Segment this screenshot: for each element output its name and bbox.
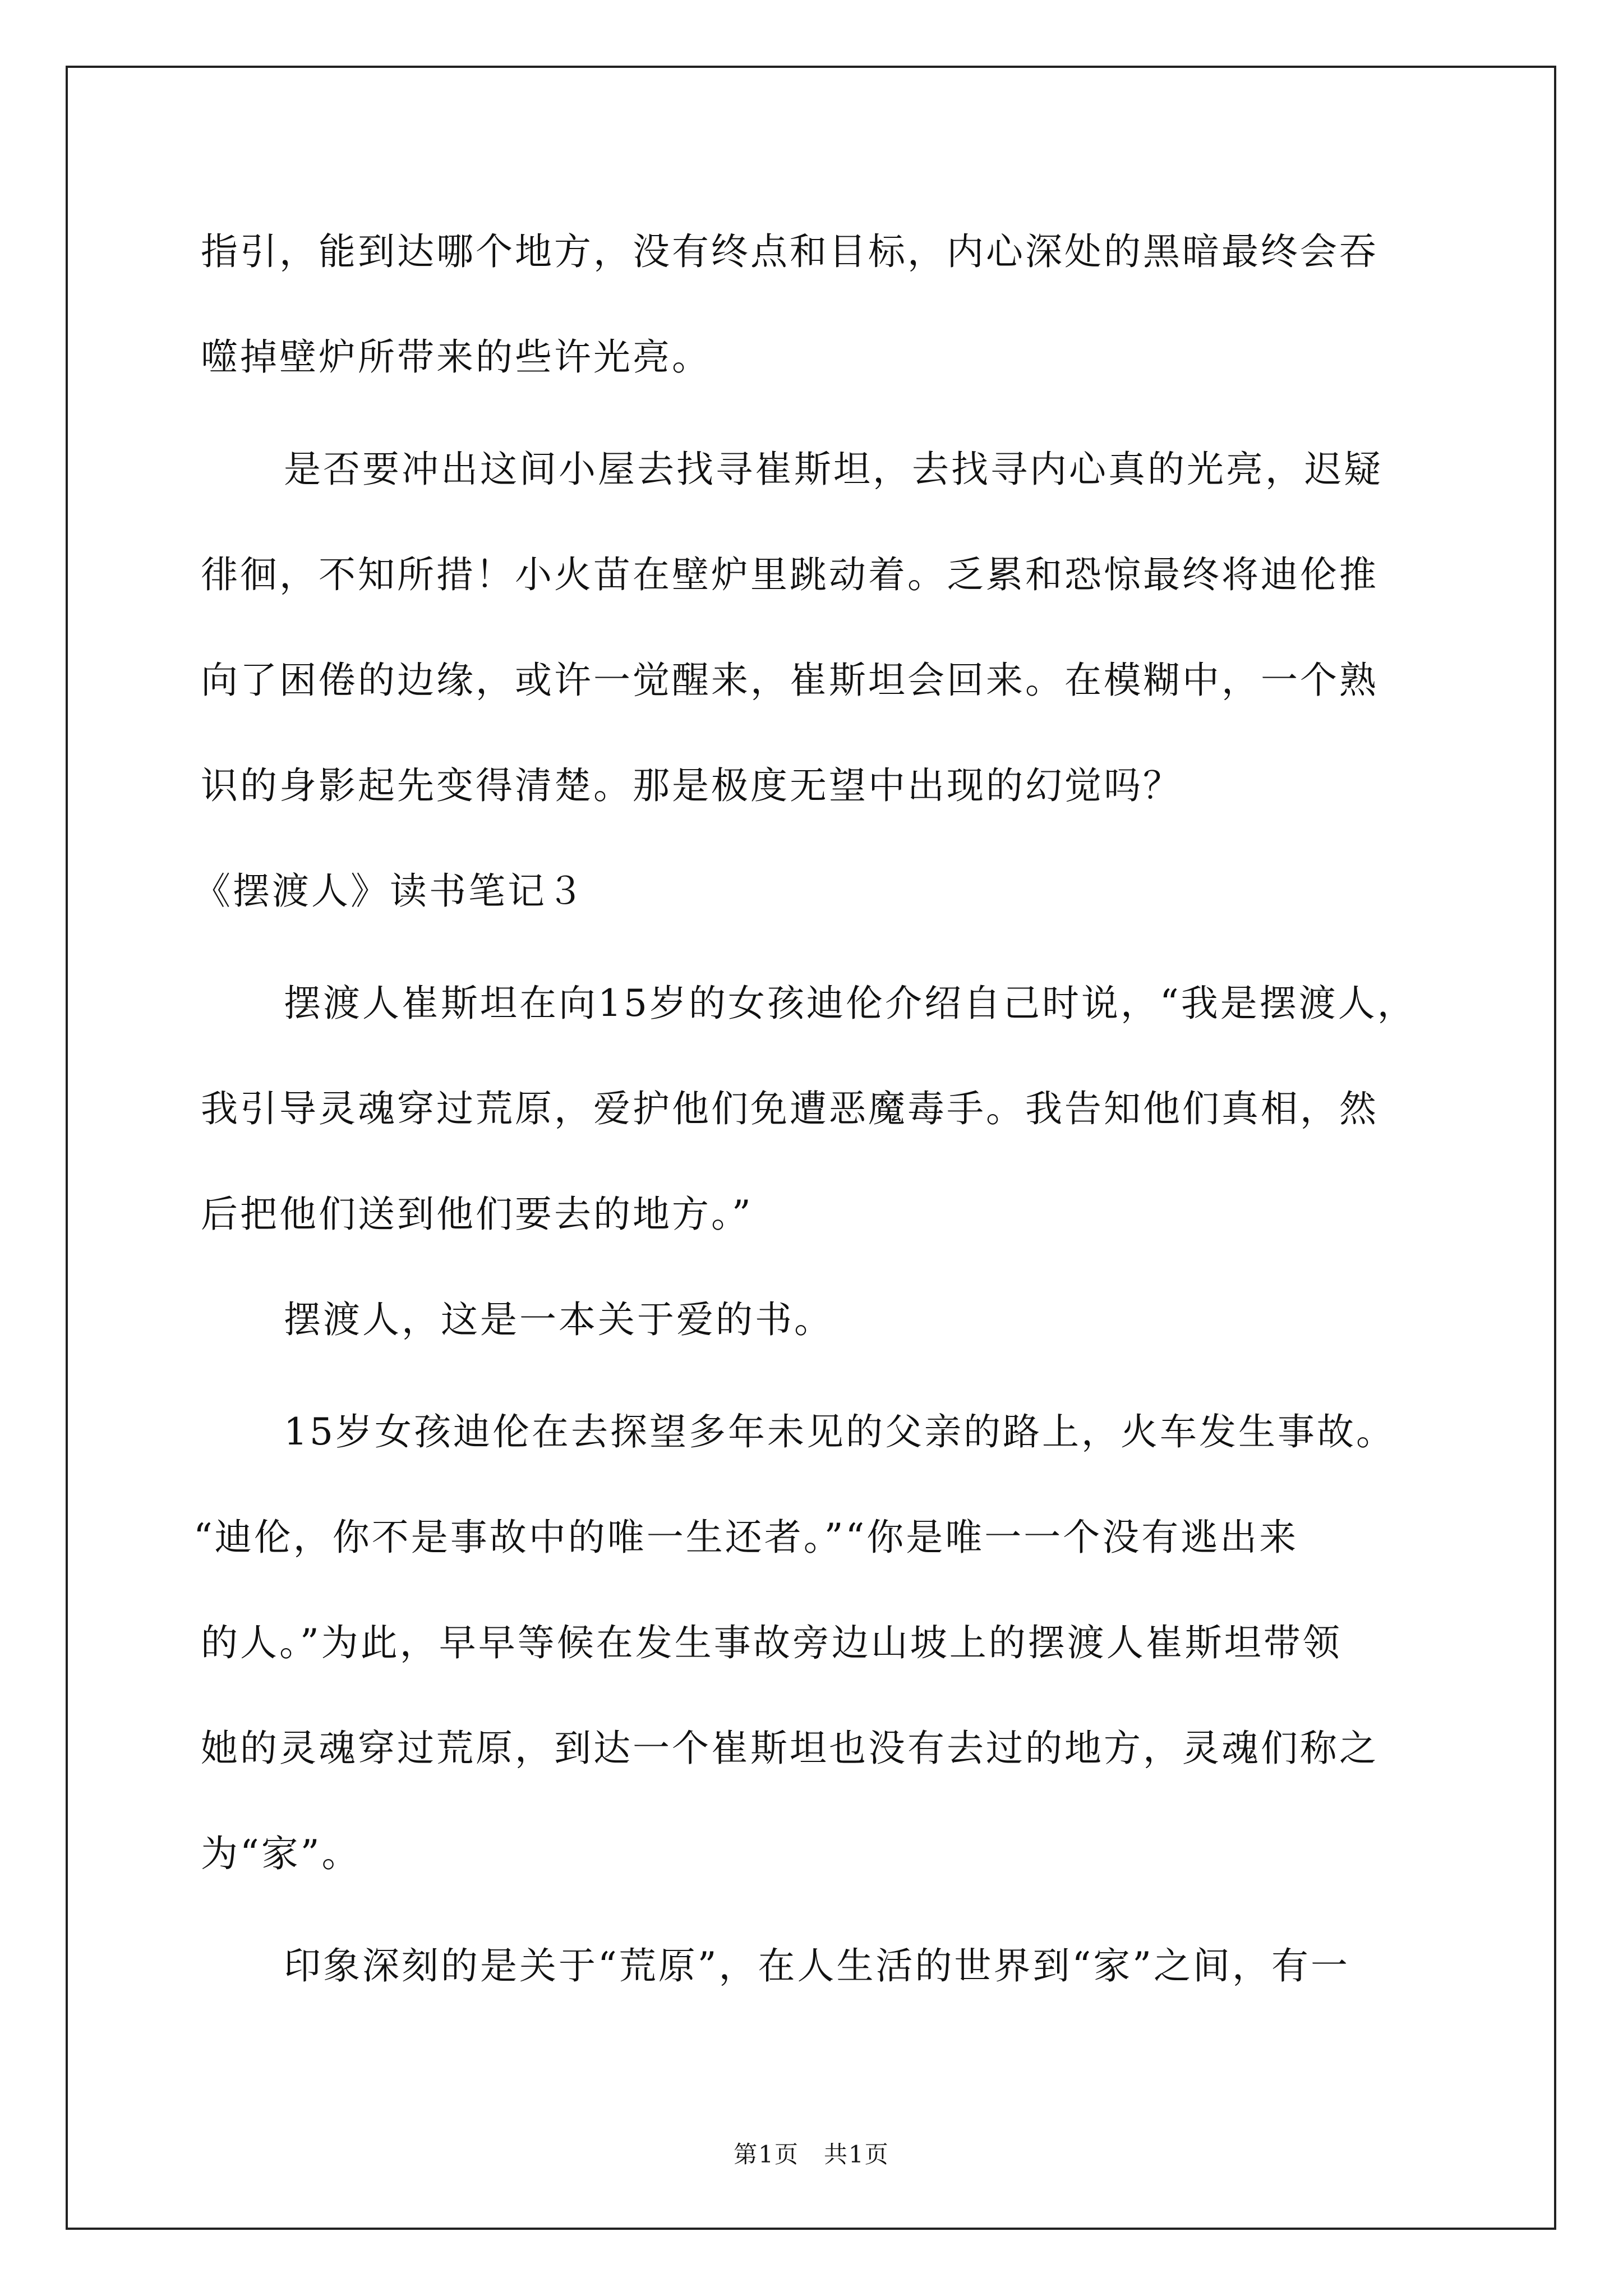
text-line: 识的身影起先变得清楚。那是极度无望中出现的幻觉吗？ xyxy=(201,764,1182,807)
text-line: “迪伦，你不是事故中的唯一生还者。”“你是唯一一个没有逃出来 xyxy=(193,1516,1299,1559)
page-footer: 第1页 共1页 xyxy=(734,2141,889,2168)
text-line: 指引，能到达哪个地方，没有终点和目标，内心深处的黑暗最终会吞 xyxy=(201,230,1378,273)
text-line: 噬掉壁炉所带来的些许光亮。 xyxy=(201,335,711,379)
paragraph-first-line: 印象深刻的是关于“荒原”，在人生活的世界到“家”之间，有一 xyxy=(284,1944,1350,1987)
text-line: 徘徊，不知所措！小火苗在壁炉里跳动着。乏累和恐惊最终将迪伦推 xyxy=(201,553,1378,596)
paragraph-first-line: 摆渡人崔斯坦在向15岁的女孩迪伦介绍自己时说，“我是摆渡人， xyxy=(284,982,1417,1025)
text-line: 我引导灵魂穿过荒原，爱护他们免遭恶魔毒手。我告知他们真相，然 xyxy=(201,1087,1378,1130)
text-line: 她的灵魂穿过荒原，到达一个崔斯坦也没有去过的地方，灵魂们称之 xyxy=(201,1727,1378,1770)
text-line: 向了困倦的边缘，或许一觉醒来，崔斯坦会回来。在模糊中，一个熟 xyxy=(201,659,1378,702)
page-border xyxy=(66,66,1556,2230)
paragraph-first-line: 是否要冲出这间小屋去找寻崔斯坦，去找寻内心真的光亮，迟疑 xyxy=(284,448,1383,491)
paragraph-first-line: 15岁女孩迪伦在去探望多年未见的父亲的路上，火车发生事故。 xyxy=(284,1410,1395,1453)
paragraph-first-line: 摆渡人，这是一本关于爱的书。 xyxy=(284,1298,833,1341)
text-line: 的人。”为此，早早等候在发生事故旁边山坡上的摆渡人崔斯坦带领 xyxy=(201,1621,1342,1664)
text-line: 为“家”。 xyxy=(201,1832,361,1875)
section-heading: 《摆渡人》读书笔记３ xyxy=(193,869,586,913)
text-line: 后把他们送到他们要去的地方。” xyxy=(201,1193,753,1236)
